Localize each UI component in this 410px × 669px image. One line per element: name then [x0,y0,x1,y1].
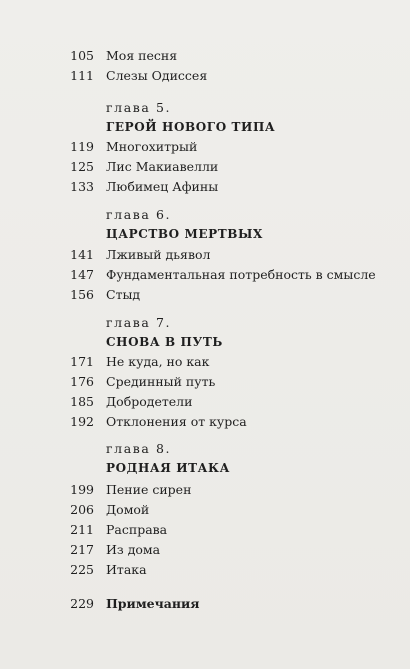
section-title: Срединный путь [106,374,216,389]
section-title: Отклонения от курса [106,414,247,429]
section-title: Расправа [106,522,168,537]
page-number: 229 [70,596,94,611]
page-number: 206 [70,502,94,517]
page-number: 141 [70,247,94,262]
page-number: 119 [70,139,94,154]
page-number: 217 [70,542,94,557]
chapter-title: ЦАРСТВО МЕРТВЫХ [106,227,263,241]
chapter-title: ГЕРОЙ НОВОГО ТИПА [106,120,276,134]
section-title: Пение сирен [106,482,192,497]
page-number: 199 [70,482,94,497]
page-number: 192 [70,414,94,429]
section-title: Слезы Одиссея [106,68,208,83]
chapter-label: глава 6. [106,207,172,222]
section-title: Лживый дьявол [106,247,211,262]
page-number: 211 [70,522,94,537]
section-title: Стыд [106,287,141,302]
section-title: Моя песня [106,48,178,63]
section-title: Добродетели [106,394,193,409]
section-title: Домой [106,502,150,517]
chapter-label: глава 8. [106,441,172,456]
section-title: Любимец Афины [106,179,219,194]
page-number: 125 [70,159,94,174]
section-title: Не куда, но как [106,354,210,369]
page-number: 225 [70,562,94,577]
chapter-title: РОДНАЯ ИТАКА [106,461,230,475]
chapter-label: глава 7. [106,315,172,330]
page-number: 185 [70,394,94,409]
chapter-label: глава 5. [106,100,172,115]
page-number: 105 [70,48,94,63]
section-title: Примечания [106,596,200,611]
section-title: Лис Макиавелли [106,159,219,174]
section-title: Фундаментальная потребность в смысле [106,267,376,282]
chapter-title: СНОВА В ПУТЬ [106,335,223,349]
page-number: 111 [70,68,94,83]
page-number: 176 [70,374,94,389]
page-number: 171 [70,354,94,369]
section-title: Многохитрый [106,139,198,154]
page-number: 147 [70,267,94,282]
page-number: 156 [70,287,94,302]
section-title: Итака [106,562,147,577]
section-title: Из дома [106,542,161,557]
page-number: 133 [70,179,94,194]
